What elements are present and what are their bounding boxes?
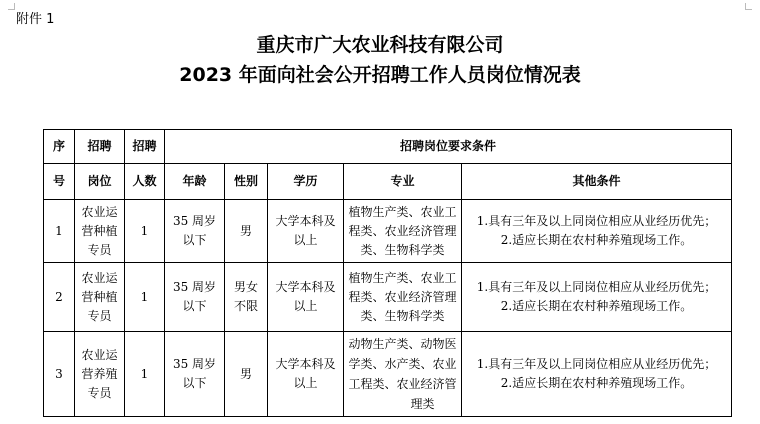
table-row [44, 332, 732, 417]
header-requirements: 招聘岗位要求条件 [165, 130, 732, 164]
table-header-row-2 [44, 164, 732, 200]
cell-count: 1 [125, 332, 165, 417]
header-seq-2: 号 [44, 164, 75, 200]
header-other: 其他条件 [462, 164, 732, 200]
cell-gender: 男女 不限 [225, 263, 268, 332]
cell-major: 动物生产类、动物医 学类、水产类、农业 工程类、农业经济管 理类 [344, 332, 462, 417]
table-row [44, 263, 732, 332]
cell-major: 植物生产类、农业工 程类、农业经济管理 类、生物科学类 [344, 263, 462, 332]
cell-no: 2 [44, 263, 75, 332]
cell-no: 3 [44, 332, 75, 417]
recruitment-table [43, 129, 732, 417]
cell-post: 农业运 营养殖 专员 [75, 332, 125, 417]
cell-post: 农业运 营种植 专员 [75, 200, 125, 263]
table-header-row-1 [44, 130, 732, 164]
cell-gender: 男 [225, 200, 268, 263]
page-corner-mark-left [8, 3, 15, 10]
header-gender: 性别 [225, 164, 268, 200]
header-count-2: 人数 [125, 164, 165, 200]
cell-gender: 男 [225, 332, 268, 417]
cell-major: 植物生产类、农业工 程类、农业经济管理 类、生物科学类 [344, 200, 462, 263]
cell-age: 35 周岁 以下 [165, 263, 225, 332]
cell-other: 1.具有三年及以上同岗位相应从业经历优先； 2.适应长期在农村种养殖现场工作。 [462, 332, 732, 417]
header-age: 年龄 [165, 164, 225, 200]
header-post: 招聘 [75, 130, 125, 164]
cell-no: 1 [44, 200, 75, 263]
header-post-2: 岗位 [75, 164, 125, 200]
header-count: 招聘 [125, 130, 165, 164]
cell-age: 35 周岁 以下 [165, 200, 225, 263]
cell-other: 1.具有三年及以上同岗位相应从业经历优先； 2.适应长期在农村种养殖现场工作。 [462, 200, 732, 263]
document-title: 2023 年面向社会公开招聘工作人员岗位情况表 [179, 64, 581, 86]
header-seq: 序 [44, 130, 75, 164]
cell-post: 农业运 营种植 专员 [75, 263, 125, 332]
attachment-label: 附件 1 [16, 12, 55, 27]
header-major: 专业 [344, 164, 462, 200]
cell-other: 1.具有三年及以上同岗位相应从业经历优先； 2.适应长期在农村种养殖现场工作。 [462, 263, 732, 332]
company-title: 重庆市广大农业科技有限公司 [256, 34, 504, 56]
page-corner-mark-right [745, 3, 752, 10]
cell-education: 大学本科及 以上 [268, 263, 344, 332]
cell-count: 1 [125, 200, 165, 263]
cell-education: 大学本科及 以上 [268, 332, 344, 417]
header-education: 学历 [268, 164, 344, 200]
cell-age: 35 周岁 以下 [165, 332, 225, 417]
cell-education: 大学本科及 以上 [268, 200, 344, 263]
cell-count: 1 [125, 263, 165, 332]
table-row [44, 200, 732, 263]
